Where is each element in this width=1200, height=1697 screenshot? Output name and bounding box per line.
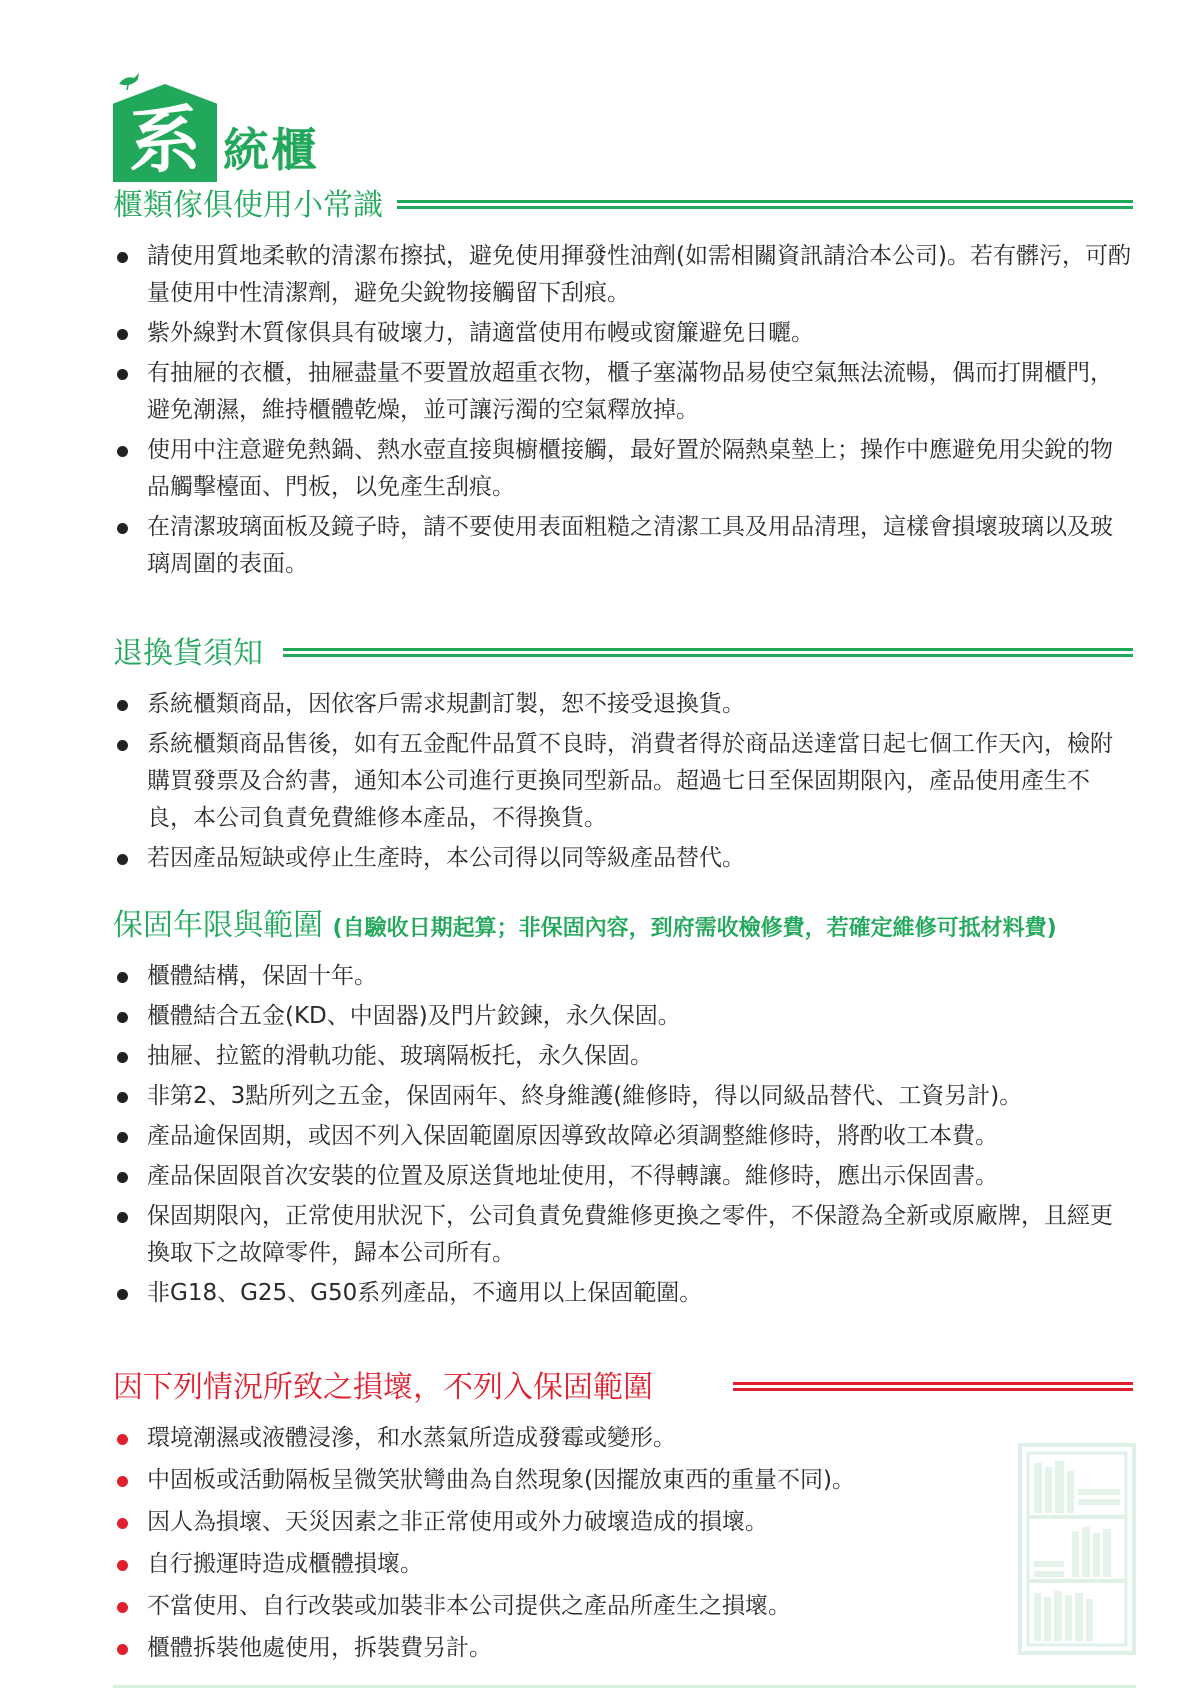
list-item: 中固板或活動隔板呈微笑狀彎曲為自然現象(因擺放東西的重量不同)。 xyxy=(113,1462,1013,1499)
list-item: 抽屜、拉籃的滑軌功能、玻璃隔板托，永久保固。 xyxy=(113,1038,1133,1075)
section-title: 櫃類傢俱使用小常識 xyxy=(113,184,397,228)
section-title: 退換貨須知 xyxy=(113,632,277,676)
section-title-text: 保固年限與範圍 xyxy=(113,908,323,943)
bullet-list xyxy=(113,1420,1013,1667)
section-header xyxy=(113,1366,1133,1410)
list-item: 自行搬運時造成櫃體損壞。 xyxy=(113,1546,1013,1583)
section-usage-tips xyxy=(113,184,1133,583)
section-header xyxy=(113,632,1133,676)
list-item: 櫃體拆裝他處使用，拆裝費另計。 xyxy=(113,1630,1013,1667)
list-item: 非G18、G25、G50系列產品，不適用以上保固範圍。 xyxy=(113,1275,1133,1312)
list-item: 請使用質地柔軟的清潔布擦拭，避免使用揮發性油劑(如需相關資訊請洽本公司)。若有髒污，可酌量使用中性清潔劑，避免尖銳物接觸留下刮痕。 xyxy=(113,238,1133,312)
bird-icon xyxy=(117,70,143,90)
section-rule xyxy=(393,200,1133,208)
bottom-rule xyxy=(113,1685,1136,1688)
list-item: 有抽屜的衣櫃，抽屜盡量不要置放超重衣物，櫃子塞滿物品易使空氣無法流暢，偶而打開櫃門，避免潮濕，維持櫃體乾燥，並可讓污濁的空氣釋放掉。 xyxy=(113,355,1133,429)
list-item: 產品保固限首次安裝的位置及原送貨地址使用，不得轉讓。維修時，應出示保固書。 xyxy=(113,1158,1133,1195)
list-item: 系統櫃類商品售後，如有五金配件品質不良時，消費者得於商品送達當日起七個工作天內，檢附購買發票及合約書，通知本公司進行更換同型新品。超過七日至保固期限內，產品使用產生不良，本公司負責免費維修本產品，不得換貨。 xyxy=(113,726,1133,837)
section-exclusions xyxy=(113,1366,1133,1667)
list-item: 因人為損壞、天災因素之非正常使用或外力破壞造成的損壞。 xyxy=(113,1504,1013,1541)
list-item: 紫外線對木質傢俱具有破壞力，請適當使用布幔或窗簾避免日曬。 xyxy=(113,315,1133,352)
logo xyxy=(113,70,217,182)
list-item: 不當使用、自行改裝或加裝非本公司提供之產品所產生之損壞。 xyxy=(113,1588,1013,1625)
section-warranty xyxy=(113,904,1133,1312)
list-item: 保固期限內，正常使用狀況下，公司負責免費維修更換之零件，不保證為全新或原廠牌，且經更換取下之故障零件，歸本公司所有。 xyxy=(113,1198,1133,1272)
list-item: 系統櫃類商品，因依客戶需求規劃訂製，恕不接受退換貨。 xyxy=(113,686,1133,723)
page-title: 統櫃 xyxy=(223,123,319,177)
bullet-list xyxy=(113,686,1133,877)
section-rule xyxy=(283,648,1133,656)
bullet-list xyxy=(113,238,1133,583)
list-item: 使用中注意避免熱鍋、熱水壺直接與櫥櫃接觸，最好置於隔熱桌墊上；操作中應避免用尖銳的物品觸擊檯面、門板，以免產生刮痕。 xyxy=(113,432,1133,506)
logo-char: 系 xyxy=(128,98,201,182)
list-item: 若因產品短缺或停止生產時，本公司得以同等級產品替代。 xyxy=(113,840,1133,877)
section-title-note: (自驗收日期起算；非保固內容，到府需收檢修費，若確定維修可抵材料費) xyxy=(332,916,1057,941)
list-item: 櫃體結合五金(KD、中固器)及門片鉸鍊，永久保固。 xyxy=(113,998,1133,1035)
list-item: 非第2、3點所列之五金，保固兩年、終身維護(維修時，得以同級品替代、工資另計)。 xyxy=(113,1078,1133,1115)
section-returns xyxy=(113,632,1133,877)
section-rule xyxy=(733,1382,1133,1390)
section-title: 因下列情況所致之損壞，不列入保固範圍 xyxy=(113,1366,667,1410)
bookshelf-icon xyxy=(1018,1443,1136,1655)
section-header xyxy=(113,184,1133,228)
section-header xyxy=(113,904,1133,948)
list-item: 在清潔玻璃面板及鏡子時，請不要使用表面粗糙之清潔工具及用品清理，這樣會損壞玻璃以及玻璃周圍的表面。 xyxy=(113,509,1133,583)
section-title xyxy=(113,904,1071,951)
bullet-list xyxy=(113,958,1133,1312)
list-item: 產品逾保固期，或因不列入保固範圍原因導致故障必須調整維修時，將酌收工本費。 xyxy=(113,1118,1133,1155)
list-item: 環境潮濕或液體浸滲，和水蒸氣所造成發霉或變形。 xyxy=(113,1420,1013,1457)
list-item: 櫃體結構，保固十年。 xyxy=(113,958,1133,995)
